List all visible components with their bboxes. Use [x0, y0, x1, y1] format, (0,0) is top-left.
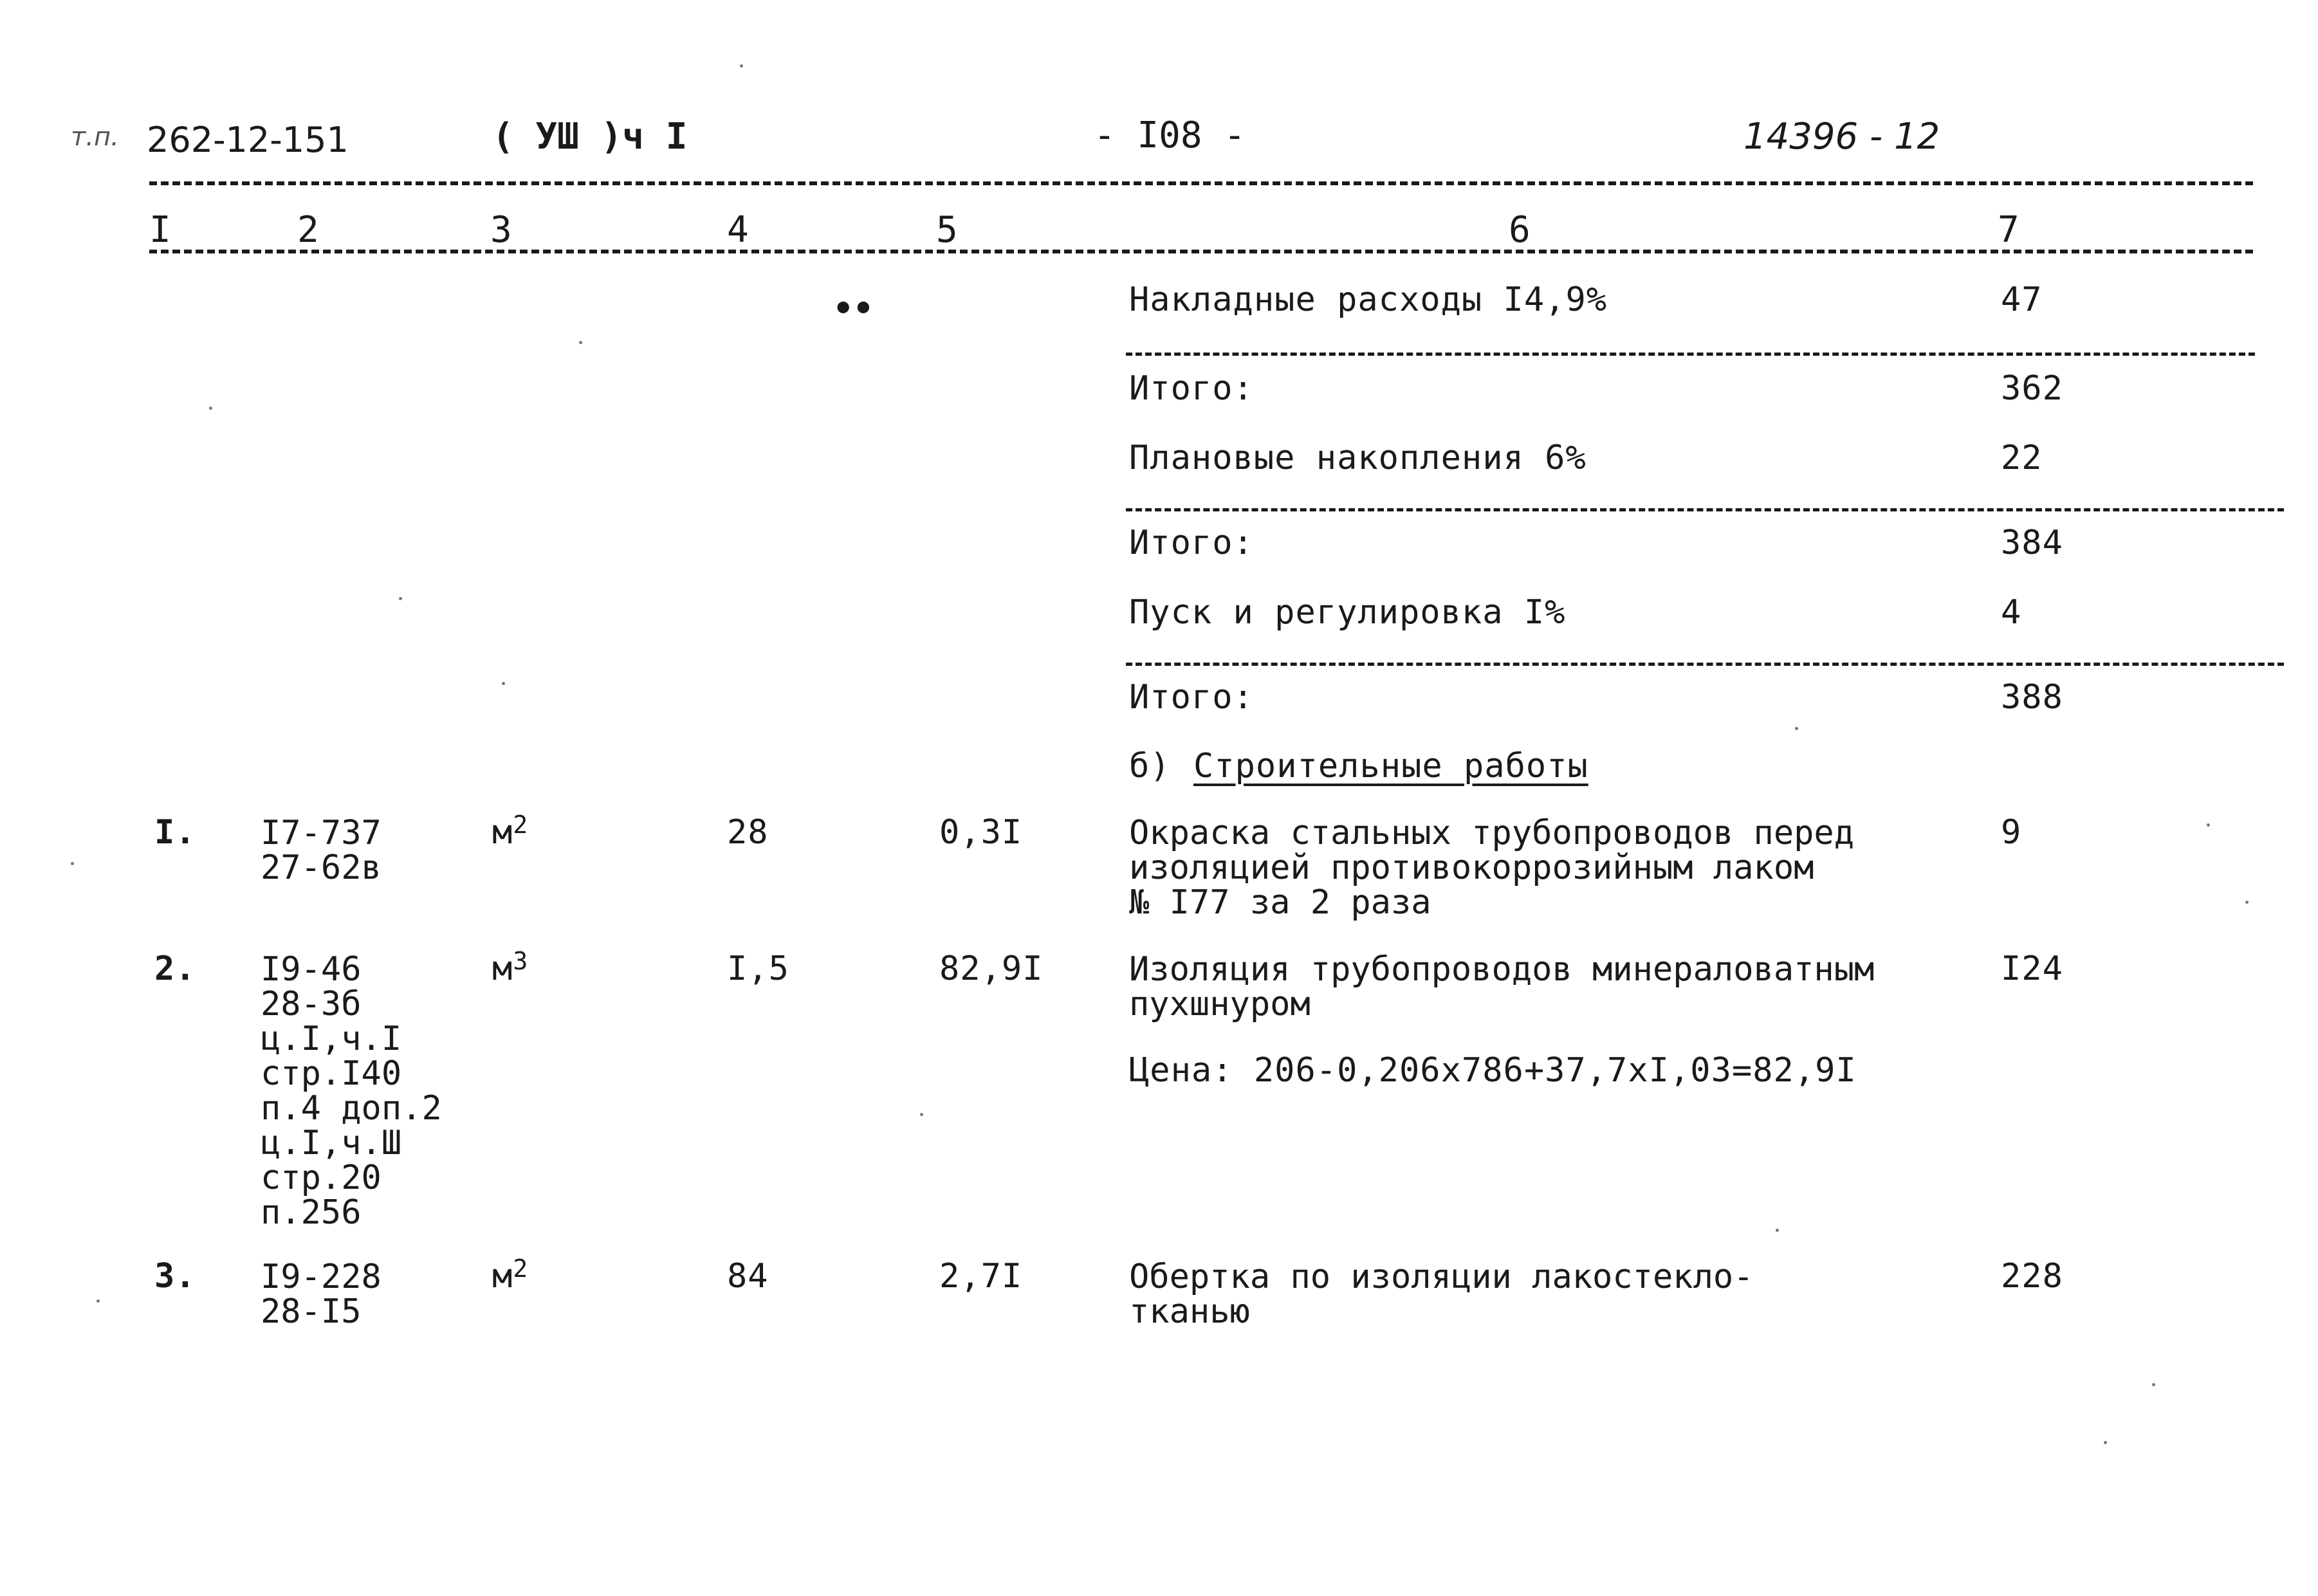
- subtotal-value: 384: [2001, 524, 2063, 562]
- item-total: I24: [2001, 949, 2063, 988]
- scan-speck: [740, 64, 743, 68]
- scan-speck: [1795, 727, 1798, 730]
- item-quantity: 84: [727, 1257, 769, 1296]
- item-number: 3.: [154, 1257, 196, 1296]
- item-code: I9-46 28-3б ц.I,ч.I стр.I40 п.4 доп.2 ц.I,ч.Ш стр.20 п.256: [261, 950, 442, 1232]
- overhead-label: Накладные расходы I4,9%: [1129, 280, 1608, 319]
- commissioning-value: 4: [2001, 593, 2022, 632]
- item-price: 0,3I: [939, 813, 1023, 852]
- commissioning-label: Пуск и регулировка I%: [1129, 593, 1566, 632]
- scan-speck: [399, 597, 402, 600]
- unit-symbol: м: [492, 1257, 513, 1296]
- scan-speck: [2207, 823, 2210, 827]
- scan-speck: [209, 407, 212, 410]
- unit-symbol: м: [492, 949, 513, 988]
- item-price: 2,7I: [939, 1257, 1023, 1296]
- item-number: I.: [154, 813, 196, 852]
- item-price-note: Цена: 206-0,206х786+37,7хI,03=82,9I: [1129, 1051, 1857, 1090]
- section-title: Строительные работы: [1193, 747, 1588, 785]
- overhead-value: 47: [2001, 280, 2043, 319]
- item-unit: [492, 947, 529, 988]
- subtotal-rule: [1126, 508, 2284, 511]
- item-code: I7-737 27-62в: [261, 814, 382, 887]
- col-1: I: [149, 209, 171, 251]
- subtotal-label: Итого:: [1129, 524, 1254, 562]
- planned-savings-label: Плановые накопления 6%: [1129, 439, 1587, 477]
- total-value: 388: [2001, 678, 2063, 717]
- col-4: 4: [727, 209, 749, 251]
- planned-savings-value: 22: [2001, 439, 2043, 477]
- col-6: 6: [1509, 209, 1531, 251]
- decor-dots: ••: [833, 289, 874, 328]
- item-quantity: I,5: [727, 949, 789, 988]
- archive-stamp: 14396 - 12: [1743, 116, 1940, 158]
- scan-speck: [2152, 1383, 2155, 1386]
- total-label: Итого:: [1129, 678, 1254, 717]
- unit-power: 3: [513, 947, 529, 975]
- item-code: I9-228 28-I5: [261, 1258, 382, 1331]
- total-rule: [1126, 663, 2284, 666]
- unit-symbol: м: [492, 813, 513, 852]
- subtotal-label: Итого:: [1129, 369, 1254, 408]
- scan-speck: [71, 862, 74, 865]
- scan-speck: [502, 682, 505, 685]
- item-total: 228: [2001, 1257, 2063, 1296]
- item-description: Изоляция трубопроводов минераловатным пухшнуром: [1129, 950, 1875, 1023]
- item-unit: [492, 1254, 529, 1296]
- item-description: Окраска стальных трубопроводов перед изоляцией противокоррозийным лаком № I77 за 2 раза: [1129, 814, 1855, 922]
- item-unit: [492, 811, 529, 852]
- item-number: 2.: [154, 949, 196, 988]
- doc-number: 262-12-151: [147, 120, 349, 160]
- unit-power: 2: [513, 1254, 529, 1283]
- item-total: 9: [2001, 813, 2022, 852]
- section-prefix: б): [1129, 747, 1171, 785]
- col-7: 7: [1998, 209, 2019, 251]
- scan-speck: [579, 341, 582, 344]
- doc-prefix: т.п.: [71, 122, 119, 152]
- volume-label: ( УШ )ч I: [492, 116, 688, 158]
- scan-speck: [2104, 1441, 2107, 1444]
- subtotal-value: 362: [2001, 369, 2063, 408]
- scan-speck: [97, 1299, 100, 1303]
- item-quantity: 28: [727, 813, 769, 852]
- item-price: 82,9I: [939, 949, 1044, 988]
- col-3: 3: [490, 209, 512, 251]
- unit-power: 2: [513, 811, 529, 839]
- scan-speck: [920, 1113, 923, 1116]
- subtotal-rule: [1126, 353, 2255, 356]
- col-2: 2: [297, 209, 319, 251]
- column-rule: [149, 250, 2253, 253]
- scan-speck: [2245, 901, 2249, 904]
- item-description: Обертка по изоляции лакостекло- тканью: [1129, 1258, 1754, 1331]
- scan-speck: [1776, 1229, 1779, 1232]
- page-number: - I08 -: [1094, 115, 1246, 156]
- col-5: 5: [936, 209, 958, 251]
- header-rule: [149, 181, 2253, 185]
